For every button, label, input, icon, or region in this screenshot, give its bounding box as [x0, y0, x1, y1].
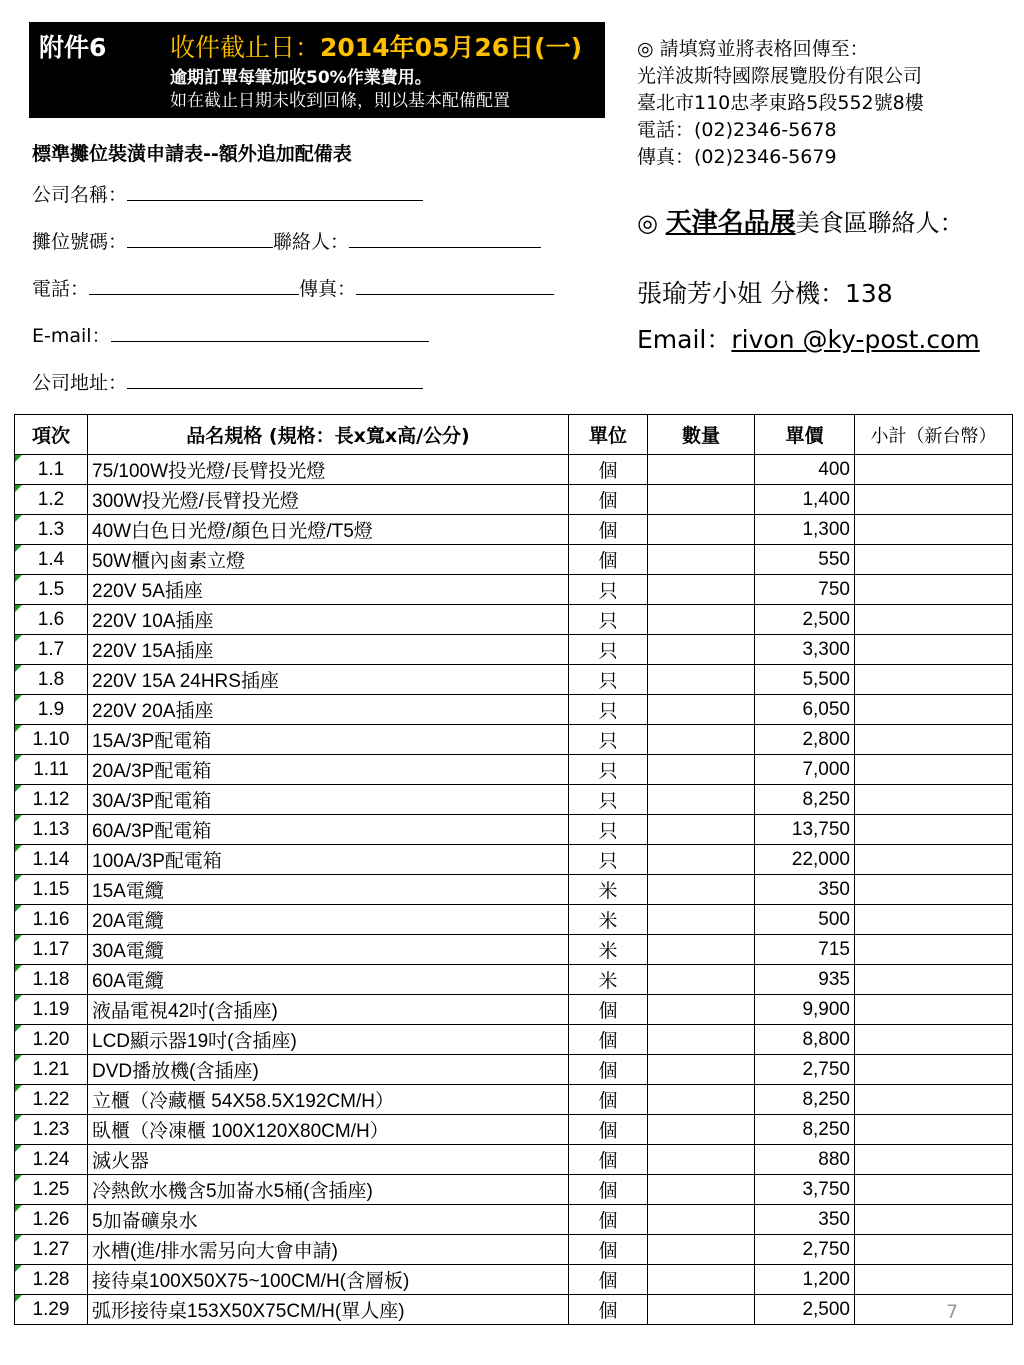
row-subtotal-field[interactable]	[855, 935, 1013, 965]
organizer-fax: 傳真：(02)2346-5679	[637, 146, 837, 168]
row-quantity-field[interactable]	[648, 545, 755, 575]
table-row	[15, 1205, 1013, 1235]
row-quantity-field[interactable]	[648, 755, 755, 785]
row-subtotal-field[interactable]	[855, 755, 1013, 785]
fair-contact-heading	[637, 202, 964, 239]
row-item: 15A電纜	[88, 875, 569, 905]
return-contact-block	[637, 36, 924, 171]
table-row	[15, 725, 1013, 755]
row-number: 1.18	[15, 965, 88, 995]
row-quantity-field[interactable]	[648, 1025, 755, 1055]
row-subtotal-field[interactable]	[855, 995, 1013, 1025]
row-number: 1.3	[15, 515, 88, 545]
row-number: 1.2	[15, 485, 88, 515]
row-unit: 個	[569, 1055, 648, 1085]
row-number: 1.16	[15, 905, 88, 935]
row-price: 9,900	[755, 995, 855, 1025]
phone-label: 電話：	[32, 278, 90, 300]
address-label: 公司地址：	[32, 372, 128, 394]
row-quantity-field[interactable]	[648, 1265, 755, 1295]
row-quantity-field[interactable]	[648, 1205, 755, 1235]
row-quantity-field[interactable]	[648, 1235, 755, 1265]
row-item: 220V 15A插座	[88, 635, 569, 665]
row-price: 8,800	[755, 1025, 855, 1055]
table-row	[15, 575, 1013, 605]
row-quantity-field[interactable]	[648, 665, 755, 695]
row-number: 1.6	[15, 605, 88, 635]
organizer-phone: 電話：(02)2346-5678	[637, 119, 837, 141]
contact-email-label: Email：	[637, 325, 732, 354]
row-quantity-field[interactable]	[648, 575, 755, 605]
row-subtotal-field[interactable]	[855, 905, 1013, 935]
row-unit: 只	[569, 605, 648, 635]
row-unit: 米	[569, 965, 648, 995]
row-subtotal-field[interactable]	[855, 1205, 1013, 1235]
table-row	[15, 1265, 1013, 1295]
row-subtotal-field[interactable]	[855, 455, 1013, 485]
row-item: 30A電纜	[88, 935, 569, 965]
row-price: 2,500	[755, 605, 855, 635]
row-quantity-field[interactable]	[648, 1295, 755, 1325]
row-item: 40W白色日光燈/顏色日光燈/T5燈	[88, 515, 569, 545]
row-unit: 米	[569, 875, 648, 905]
table-row	[15, 1055, 1013, 1085]
row-item: 220V 15A 24HRS插座	[88, 665, 569, 695]
row-quantity-field[interactable]	[648, 995, 755, 1025]
row-item: 臥櫃（冷凍櫃 100X120X80CM/H）	[88, 1115, 569, 1145]
row-subtotal-field[interactable]	[855, 1175, 1013, 1205]
deadline-label: 收件截止日：	[170, 33, 321, 62]
row-subtotal-field[interactable]	[855, 1055, 1013, 1085]
row-number: 1.13	[15, 815, 88, 845]
email-row	[32, 321, 429, 348]
table-row	[15, 1295, 1013, 1325]
row-unit: 只	[569, 845, 648, 875]
address-row	[32, 368, 423, 395]
row-quantity-field[interactable]	[648, 1115, 755, 1145]
row-price: 5,500	[755, 665, 855, 695]
row-subtotal-field[interactable]	[855, 1295, 1013, 1325]
table-row	[15, 665, 1013, 695]
row-unit: 只	[569, 575, 648, 605]
row-price: 6,050	[755, 695, 855, 725]
row-price: 7,000	[755, 755, 855, 785]
row-price: 750	[755, 575, 855, 605]
table-row	[15, 605, 1013, 635]
table-body	[15, 455, 1013, 1325]
row-unit: 只	[569, 635, 648, 665]
row-price: 13,750	[755, 815, 855, 845]
row-subtotal-field[interactable]	[855, 575, 1013, 605]
row-unit: 只	[569, 785, 648, 815]
table-row	[15, 905, 1013, 935]
table-row	[15, 965, 1013, 995]
row-subtotal-field[interactable]	[855, 635, 1013, 665]
row-unit: 個	[569, 1115, 648, 1145]
page-number: 7	[946, 1301, 959, 1323]
row-unit: 個	[569, 515, 648, 545]
row-quantity-field[interactable]	[648, 1055, 755, 1085]
row-number: 1.23	[15, 1115, 88, 1145]
late-fee-note: 逾期訂單每筆加收50%作業費用。	[170, 68, 432, 88]
row-quantity-field[interactable]	[648, 695, 755, 725]
row-number: 1.9	[15, 695, 88, 725]
company-name-row	[32, 180, 423, 207]
row-price: 2,800	[755, 725, 855, 755]
row-number: 1.26	[15, 1205, 88, 1235]
row-number: 1.10	[15, 725, 88, 755]
row-item: 接待桌100X50X75~100CM/H(含層板)	[88, 1265, 569, 1295]
row-price: 1,300	[755, 515, 855, 545]
row-unit: 只	[569, 695, 648, 725]
row-quantity-field[interactable]	[648, 725, 755, 755]
table-row	[15, 545, 1013, 575]
row-number: 1.28	[15, 1265, 88, 1295]
row-item: 弧形接待桌153X50X75CM/H(單人座)	[88, 1295, 569, 1325]
row-price: 8,250	[755, 1115, 855, 1145]
row-number: 1.24	[15, 1145, 88, 1175]
row-unit: 個	[569, 1265, 648, 1295]
row-item: 滅火器	[88, 1145, 569, 1175]
row-item: 220V 10A插座	[88, 605, 569, 635]
row-subtotal-field[interactable]	[855, 605, 1013, 635]
header-no: 項次	[15, 415, 88, 455]
row-quantity-field[interactable]	[648, 875, 755, 905]
contact-email-line	[637, 320, 980, 356]
row-item: DVD播放機(含插座)	[88, 1055, 569, 1085]
row-item: 100A/3P配電箱	[88, 845, 569, 875]
fax-field[interactable]	[356, 274, 554, 295]
bullet-mark: ◎	[637, 209, 666, 237]
row-number: 1.8	[15, 665, 88, 695]
table-row	[15, 695, 1013, 725]
attachment-tag: 附件6	[39, 33, 107, 62]
row-quantity-field[interactable]	[648, 515, 755, 545]
row-number: 1.19	[15, 995, 88, 1025]
row-number: 1.25	[15, 1175, 88, 1205]
row-quantity-field[interactable]	[648, 845, 755, 875]
row-item: 20A電纜	[88, 905, 569, 935]
fair-area-label: 美食區聯絡人：	[795, 209, 964, 237]
table-row	[15, 1175, 1013, 1205]
table-row	[15, 755, 1013, 785]
row-price: 1,200	[755, 1265, 855, 1295]
row-quantity-field[interactable]	[648, 1085, 755, 1115]
fair-name: 天津名品展	[665, 208, 796, 238]
table-row	[15, 635, 1013, 665]
table-header-row	[15, 415, 1013, 455]
row-quantity-field[interactable]	[648, 815, 755, 845]
form-title: 標準攤位裝潢申請表--額外追加配備表	[32, 143, 352, 165]
row-number: 1.17	[15, 935, 88, 965]
row-price: 8,250	[755, 1085, 855, 1115]
row-subtotal-field[interactable]	[855, 845, 1013, 875]
row-quantity-field[interactable]	[648, 455, 755, 485]
table-row	[15, 785, 1013, 815]
table-row	[15, 995, 1013, 1025]
row-quantity-field[interactable]	[648, 605, 755, 635]
deadline-line	[170, 28, 582, 64]
table-row	[15, 845, 1013, 875]
company-name-label: 公司名稱：	[32, 184, 128, 206]
table-row	[15, 815, 1013, 845]
table-row	[15, 515, 1013, 545]
row-unit: 個	[569, 1085, 648, 1115]
table-row	[15, 1085, 1013, 1115]
booth-number-field[interactable]	[127, 227, 273, 248]
row-subtotal-field[interactable]	[855, 815, 1013, 845]
table-row	[15, 455, 1013, 485]
row-number: 1.15	[15, 875, 88, 905]
contact-person-field[interactable]	[349, 227, 541, 248]
booth-contact-row	[32, 227, 541, 254]
row-unit: 個	[569, 455, 648, 485]
row-price: 1,400	[755, 485, 855, 515]
default-config-note: 如在截止日期未收到回條，則以基本配備配置	[170, 91, 510, 111]
fax-label: 傳真：	[299, 278, 357, 300]
organizer-company: 光洋波斯特國際展覽股份有限公司	[637, 65, 923, 87]
organizer-address: 臺北市110忠孝東路5段552號8樓	[637, 92, 924, 114]
row-quantity-field[interactable]	[648, 965, 755, 995]
contact-person-label: 聯絡人：	[273, 231, 350, 253]
row-price: 3,750	[755, 1175, 855, 1205]
row-item: 冷熱飲水機含5加崙水5桶(含插座)	[88, 1175, 569, 1205]
row-price: 880	[755, 1145, 855, 1175]
row-item: 60A電纜	[88, 965, 569, 995]
row-item: 立櫃（冷藏櫃 54X58.5X192CM/H）	[88, 1085, 569, 1115]
row-price: 2,750	[755, 1235, 855, 1265]
deadline-date: 2014年05月26日(一)	[320, 33, 583, 62]
row-item: 20A/3P配電箱	[88, 755, 569, 785]
row-subtotal-field[interactable]	[855, 515, 1013, 545]
row-unit: 個	[569, 995, 648, 1025]
row-item: 75/100W投光燈/長臂投光燈	[88, 455, 569, 485]
row-subtotal-field[interactable]	[855, 1235, 1013, 1265]
phone-fax-row	[32, 274, 554, 301]
header-subtotal: 小計（新台幣）	[855, 415, 1013, 455]
row-number: 1.29	[15, 1295, 88, 1325]
row-unit: 只	[569, 665, 648, 695]
row-price: 350	[755, 1205, 855, 1235]
row-number: 1.22	[15, 1085, 88, 1115]
header-qty: 數量	[648, 415, 755, 455]
row-unit: 米	[569, 935, 648, 965]
row-quantity-field[interactable]	[648, 485, 755, 515]
row-number: 1.14	[15, 845, 88, 875]
table-row	[15, 935, 1013, 965]
row-subtotal-field[interactable]	[855, 875, 1013, 905]
row-number: 1.27	[15, 1235, 88, 1265]
row-item: 220V 20A插座	[88, 695, 569, 725]
row-price: 400	[755, 455, 855, 485]
row-unit: 個	[569, 545, 648, 575]
row-price: 550	[755, 545, 855, 575]
row-item: 5加崙礦泉水	[88, 1205, 569, 1235]
return-instruction: ◎ 請填寫並將表格回傳至：	[637, 38, 869, 60]
row-quantity-field[interactable]	[648, 905, 755, 935]
table-row	[15, 485, 1013, 515]
deadline-banner	[29, 22, 605, 118]
row-item: 50W櫃內鹵素立燈	[88, 545, 569, 575]
row-item: 水槽(進/排水需另向大會申請)	[88, 1235, 569, 1265]
table-row	[15, 1025, 1013, 1055]
row-subtotal-field[interactable]	[855, 545, 1013, 575]
booth-number-label: 攤位號碼：	[32, 231, 128, 253]
row-subtotal-field[interactable]	[855, 1115, 1013, 1145]
header-unit: 單位	[569, 415, 648, 455]
row-unit: 米	[569, 905, 648, 935]
row-item: 30A/3P配電箱	[88, 785, 569, 815]
row-unit: 個	[569, 1025, 648, 1055]
row-subtotal-field[interactable]	[855, 1265, 1013, 1295]
row-subtotal-field[interactable]	[855, 695, 1013, 725]
table-row	[15, 1235, 1013, 1265]
row-item: 15A/3P配電箱	[88, 725, 569, 755]
row-item: 液晶電視42吋(含插座)	[88, 995, 569, 1025]
row-number: 1.4	[15, 545, 88, 575]
equipment-table	[14, 414, 1013, 1325]
row-subtotal-field[interactable]	[855, 485, 1013, 515]
row-unit: 個	[569, 1175, 648, 1205]
row-price: 500	[755, 905, 855, 935]
row-number: 1.11	[15, 755, 88, 785]
contact-person: 張瑜芳小姐 分機：138	[637, 279, 893, 308]
row-subtotal-field[interactable]	[855, 965, 1013, 995]
row-item: 300W投光燈/長臂投光燈	[88, 485, 569, 515]
row-item: LCD顯示器19吋(含插座)	[88, 1025, 569, 1055]
email-field[interactable]	[111, 321, 429, 342]
row-quantity-field[interactable]	[648, 635, 755, 665]
email-label: E-mail：	[32, 325, 111, 347]
row-quantity-field[interactable]	[648, 935, 755, 965]
row-unit: 個	[569, 1145, 648, 1175]
row-unit: 個	[569, 1205, 648, 1235]
row-quantity-field[interactable]	[648, 1175, 755, 1205]
table-row	[15, 875, 1013, 905]
row-price: 350	[755, 875, 855, 905]
row-price: 715	[755, 935, 855, 965]
row-number: 1.21	[15, 1055, 88, 1085]
row-item: 60A/3P配電箱	[88, 815, 569, 845]
row-unit: 個	[569, 485, 648, 515]
phone-field[interactable]	[89, 274, 299, 295]
row-unit: 個	[569, 1235, 648, 1265]
header-price: 單價	[755, 415, 855, 455]
row-price: 3,300	[755, 635, 855, 665]
row-subtotal-field[interactable]	[855, 665, 1013, 695]
row-price: 22,000	[755, 845, 855, 875]
row-unit: 只	[569, 755, 648, 785]
row-price: 8,250	[755, 785, 855, 815]
row-number: 1.7	[15, 635, 88, 665]
row-unit: 只	[569, 725, 648, 755]
header-item: 品名規格 (規格：長x寬x高/公分)	[88, 415, 569, 455]
row-quantity-field[interactable]	[648, 785, 755, 815]
row-number: 1.20	[15, 1025, 88, 1055]
address-field[interactable]	[127, 368, 423, 389]
row-number: 1.1	[15, 455, 88, 485]
row-subtotal-field[interactable]	[855, 725, 1013, 755]
row-quantity-field[interactable]	[648, 1145, 755, 1175]
table-row	[15, 1115, 1013, 1145]
row-subtotal-field[interactable]	[855, 785, 1013, 815]
row-subtotal-field[interactable]	[855, 1025, 1013, 1055]
row-number: 1.12	[15, 785, 88, 815]
row-price: 935	[755, 965, 855, 995]
row-price: 2,750	[755, 1055, 855, 1085]
table-row	[15, 1145, 1013, 1175]
row-number: 1.5	[15, 575, 88, 605]
row-subtotal-field[interactable]	[855, 1145, 1013, 1175]
row-price: 2,500	[755, 1295, 855, 1325]
contact-email-link[interactable]: rivon @ky-post.com	[731, 325, 980, 354]
row-subtotal-field[interactable]	[855, 1085, 1013, 1115]
company-name-field[interactable]	[127, 180, 423, 201]
row-unit: 個	[569, 1295, 648, 1325]
row-item: 220V 5A插座	[88, 575, 569, 605]
row-unit: 只	[569, 815, 648, 845]
